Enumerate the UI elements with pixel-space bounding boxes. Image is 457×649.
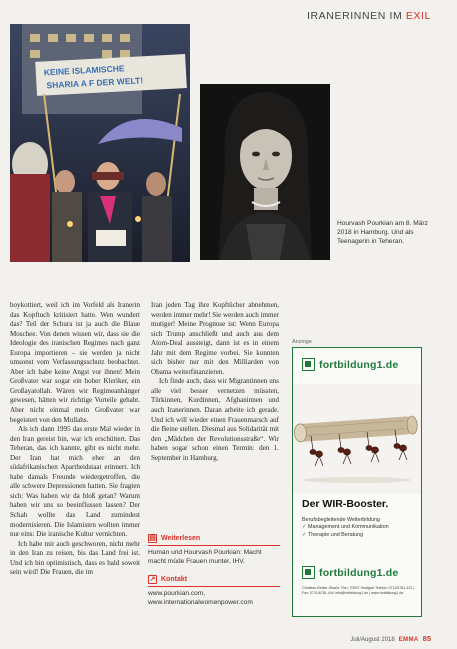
divider: [148, 586, 280, 587]
protest-photo: [10, 24, 190, 262]
ad-address: Christian-Belser-Straße 79a | 70597 Stuttgart Telefon: 0711/6781-421 | Fax: 0711/6781-444 info@fortbildung1.de | www.fortbildung1.de: [302, 586, 415, 595]
advertisement[interactable]: [292, 347, 422, 617]
issue-date: Juli/August 2018: [350, 637, 395, 643]
portrait-photo: [200, 84, 330, 260]
magazine-name: EMMA: [398, 637, 419, 643]
ad-brand-bottom: [302, 566, 398, 579]
kontakt-title: Kontakt: [161, 576, 188, 584]
book-icon: ▤: [149, 535, 156, 542]
info-box: [148, 534, 280, 608]
divider: [148, 545, 280, 546]
paragraph: Als ich dann 1995 das erste Mal wieder in den Iran gereist bin, war ich erschüttert. Das Teheran, das ich kannte, gibt es nicht mehr. Der Iran hat mich eher an den südafrikanischen Apartheidstaat erinnert. Ich habe damals Freunde wiedergetroffen, die alle schwere Depressionen hatten. Sie fragten sich: Was haben wir da bloß getan? Warum haben wir uns so beeinflussen lassen? Der Schah wollte das Land zumindest modernisieren. Die Islamisten wollten immer nur eins: Die iranische Kultur vernichten.: [10, 425, 140, 539]
kontakt-heading: [148, 575, 280, 584]
link-icon: ↗: [149, 576, 156, 584]
weiterlesen-title: Weiterlesen: [161, 535, 201, 542]
paragraph: Ich finde auch, dass wir Migrantinnen uns alle viel besser vernetzen müssten, Türkinnen, Kurdinnen, Afghaninnen und auch Iranerinnen. Daran arbeite ich gerade. Und ich will wieder einen Frauenmarsch auf die Beine stellen. Diesmal aus Solidarität mit den „Mädchen der Revolutionsstraße“. Wir haben sogar schon einen Termin: den 1. September in Hamburg.: [151, 377, 279, 462]
paragraph: boykottiert, weil ich im Vorfeld als Iranerin das Kopftuch kritisiert hatte. Wen wundert das? Teil der Schura ist ja auch die Blaue Moschee. Von denen wissen wir, dass sie die Ideologie des iranischen Regimes nach ganz Europa importieren – sie werden ja nicht umsonst vom Verfassungsschutz beobachtet. Aber ich habe keine Angst vor ihnen! Mein Großvater war sogar ein hoher Kleriker, ein Großayatollah. Wären wir Regimeanhänger gewesen, hätten wir richtige Vorteile gehabt. Aber nicht einmal mein Großvater war begeistert von den Mullahs.: [10, 301, 140, 424]
banner-line-1: KEINE ISLAMISCHE: [43, 63, 125, 78]
brand-logo-icon: [302, 358, 315, 371]
ad-brand: fortbildung1.de: [319, 358, 399, 371]
book-reference: Human und Hourvash Pourkian: Macht macht müde Frauen munter, IHV.: [148, 549, 262, 565]
page-number: 85: [422, 634, 431, 643]
ants-log-illustration: [293, 384, 421, 494]
paragraph: Ich habe mir auch geschworen, nicht mehr in den Iran zu reisen, bis das Land frei ist. Und ich bin optimistisch, dass es bald soweit sein wird! Die Frauen, die im: [10, 539, 140, 577]
article-column-2: [151, 301, 279, 463]
ad-description: [302, 517, 416, 539]
banner-line-2: SHARIA A F DER WELT!: [46, 75, 144, 91]
page-footer: [350, 634, 431, 643]
brand-logo-icon: [302, 566, 315, 579]
header-accent: EXIL: [405, 10, 431, 22]
article-column-1: [10, 301, 140, 578]
contact-link[interactable]: www.internationalwomenpower.com: [148, 599, 253, 607]
ad-label: Anzeige: [292, 339, 312, 345]
section-header: [307, 10, 431, 22]
header-text: IRANERINNEN IM: [306, 10, 406, 22]
ad-point: ✓ Therapie und Beratung: [302, 532, 416, 539]
ad-intro: Berufsbegleitende Weiterbildung: [302, 517, 380, 523]
weiterlesen-heading: [148, 534, 280, 543]
ad-headline: Der WIR-Booster.: [302, 498, 389, 510]
ad-point: ✓ Management und Kommunikation: [302, 524, 416, 531]
contact-link[interactable]: www.pourkian.com,: [148, 590, 206, 598]
paragraph: Iran jeden Tag ihre Kopftücher abnehmen, werden immer mehr! Sie werden auch immer mutiger! Meine Prognose ist: Wenn Europa sich Trump anschließt und auch aus dem Atom-Deal aussteigt, dann ist es in einem Jahr mit dem Regime vorbei. Sie konnten sich bisher nur mit den Milliarden von Obama weiterfinanzieren.: [151, 301, 279, 376]
ad-brand: fortbildung1.de: [319, 566, 399, 579]
photo-caption: Hourvash Pourkian am 8. März 2018 in Hamburg. Und als Teenagerin in Teheran.: [337, 220, 428, 245]
ad-brand-top: [302, 358, 398, 371]
